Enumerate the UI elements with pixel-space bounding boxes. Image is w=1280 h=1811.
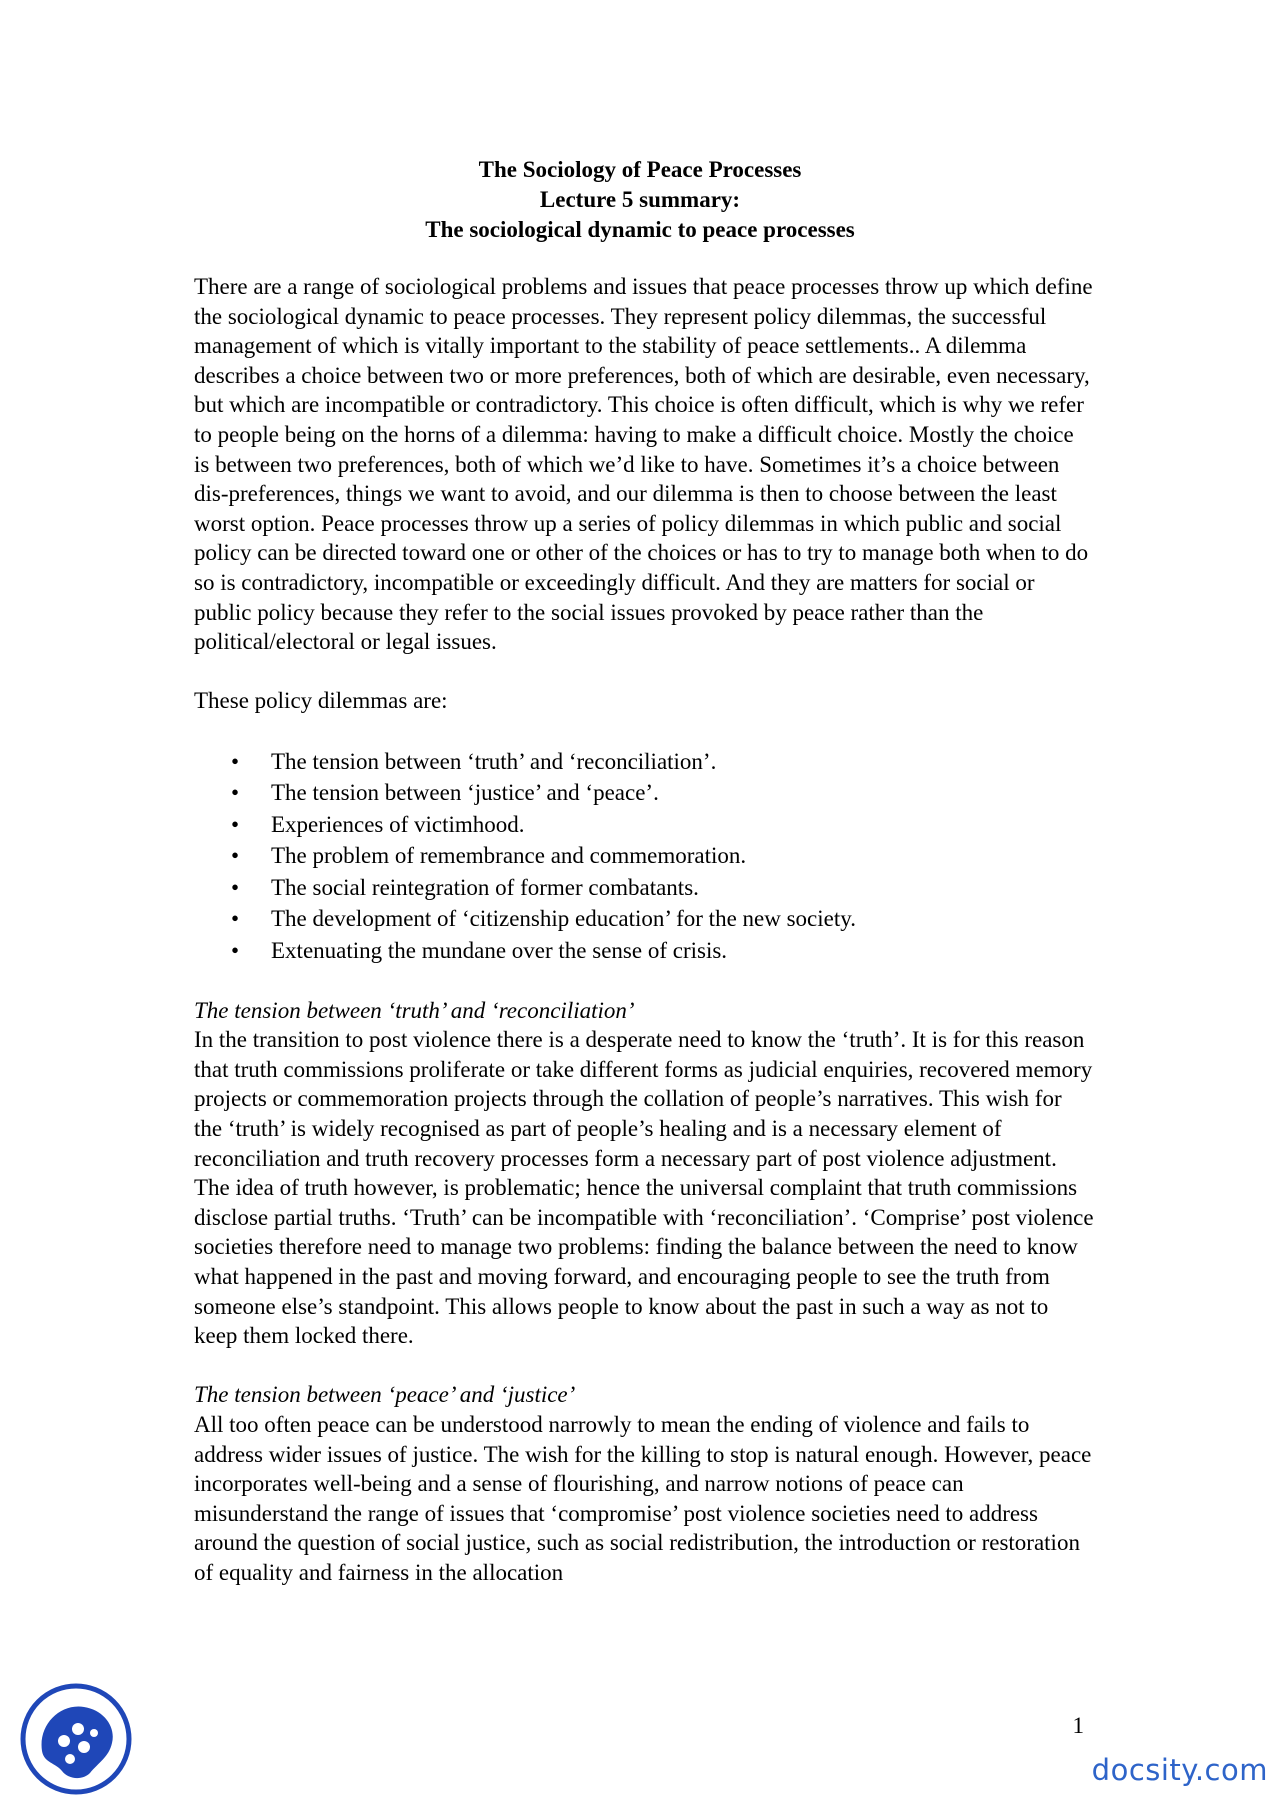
page-number: 1 [1072,1713,1084,1738]
document-body [194,272,1094,1617]
list-item-text: Extenuating the mundane over the sense of crisis. [271,937,728,963]
list-item-text: The social reintegration of former combatants. [271,874,699,900]
document-title [0,155,1280,245]
dilemmas-list [194,746,1094,967]
bullet-icon: • [231,874,240,900]
section-truth-reconciliation [194,996,1094,1351]
bullet-icon: • [231,906,240,931]
title-line-2: Lecture 5 summary: [539,187,741,212]
list-item [194,935,1094,967]
docsity-brand-link[interactable]: docsity.com [1091,1753,1268,1787]
bullet-icon: • [231,811,240,837]
bullet-icon: • [231,748,240,774]
list-item-text: The tension between ‘truth’ and ‘reconciliation’. [271,748,717,774]
bullet-icon: • [231,843,240,868]
intro-paragraph: There are a range of sociological problems and issues that peace processes throw up which define the sociological dynamic to peace processes. They represent policy dilemmas, the successful management of which is vitally important to the stability of peace settlements.. A dilemma describes a choice between two or more preferences, both of which are desirable, even necessary, but which are incompatible or contradictory. This choice is often difficult, which is why we refer to people being on the horns of a dilemma: having to make a difficult choice. Mostly the choice is between two preferences, both of which we’d like to have. Sometimes it’s a choice between dis-preferences, things we want to avoid, and our dilemma is then to choose between the least worst option. Peace processes throw up a series of policy dilemmas in which public and social policy can be directed toward one or other of the choices or has to try to manage both when to do so is contradictory, incompatible or exceedingly difficult. And they are matters for social or public policy because they refer to the social issues provoked by peace rather than the political/electoral or legal issues. [194,274,1093,655]
bullet-icon: • [231,937,240,963]
list-item [194,746,1094,778]
list-item [194,777,1094,809]
docsity-logo-icon[interactable] [20,1683,132,1795]
title-line-3: The sociological dynamic to peace processes [425,217,855,242]
list-item [194,840,1094,872]
list-intro: These policy dilemmas are: [194,688,448,714]
list-item-text: Experiences of victimhood. [271,811,525,837]
section-heading: The tension between ‘truth’ and ‘reconciliation’ [194,997,635,1023]
list-item-text: The problem of remembrance and commemoration. [271,843,747,868]
list-item [194,903,1094,935]
bullet-icon: • [231,780,240,805]
section-body: In the transition to post violence there is a desperate need to know the ‘truth’. It is for this reason that truth commissions proliferate or take different forms as judicial enquiries, recovered memory projects or commemoration projects through the collation of people’s narratives. This wish for the ‘truth’ is widely recognised as part of people’s healing and is a necessary element of reconciliation and truth recovery processes form a necessary part of post violence adjustment. The idea of truth however, is problematic; hence the universal complaint that truth commissions disclose partial truths. ‘Truth’ can be incompatible with ‘reconciliation’. ‘Comprise’ post violence societies therefore need to manage two problems: finding the balance between the need to know what happened in the past and moving forward, and encouraging people to see the truth from someone else’s standpoint. This allows people to know about the past in such a way as not to keep them locked there. [194,1027,1094,1349]
section-body: All too often peace can be understood narrowly to mean the ending of violence and fails to address wider issues of justice. The wish for the killing to stop is natural enough. However, peace incorporates well-being and a sense of flourishing, and narrow notions of peace can misunderstand the range of issues that ‘compromise’ post violence societies need to address around the question of social justice, such as social redistribution, the introduction or restoration of equality and fairness in the allocation [194,1411,1092,1585]
list-item-text: The tension between ‘justice’ and ‘peace’. [271,780,659,805]
list-item-text: The development of ‘citizenship education’ for the new society. [271,906,857,931]
title-line-1: The Sociology of Peace Processes [478,157,802,182]
list-item [194,872,1094,904]
section-heading: The tension between ‘peace’ and ‘justice’ [194,1382,576,1408]
list-item [194,809,1094,841]
section-peace-justice [194,1380,1094,1587]
